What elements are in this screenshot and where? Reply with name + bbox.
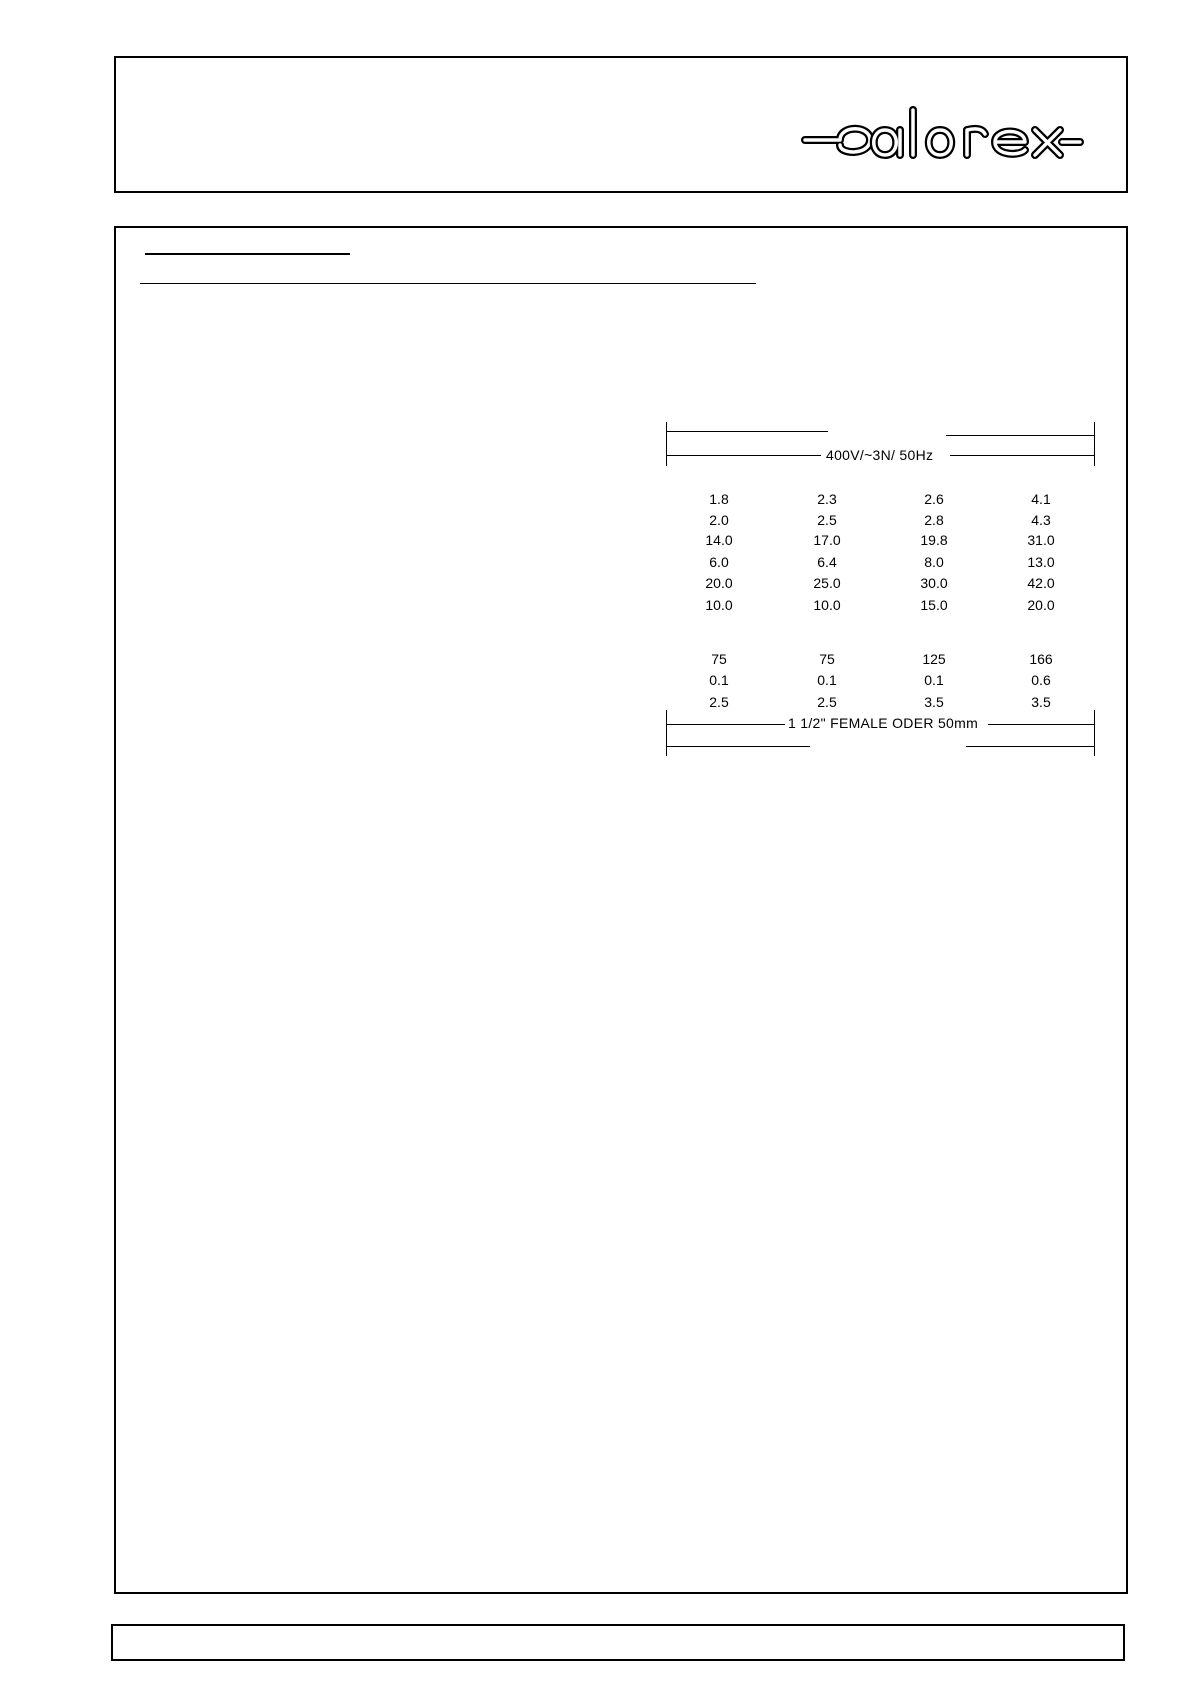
table-cell: 125	[922, 651, 946, 667]
table-cell: 15.0	[920, 597, 948, 613]
table-cell: 4.1	[1031, 491, 1051, 507]
table-rule-bottom-left	[666, 746, 810, 747]
table-rule-bottom-right	[966, 746, 1094, 747]
supply-rule-right	[950, 455, 1094, 456]
table-cell: 20.0	[1027, 597, 1055, 613]
connection-rule-left	[666, 724, 791, 725]
table-cell: 2.5	[817, 512, 837, 528]
table-cell: 6.0	[709, 554, 729, 570]
table-bracket-right-top	[1094, 422, 1095, 466]
supply-rule-left	[666, 455, 821, 456]
footer-box	[111, 1624, 1125, 1661]
table-cell: 8.0	[924, 554, 944, 570]
table-cell: 6.4	[817, 554, 837, 570]
table-cell: 3.5	[1031, 694, 1051, 710]
table-bracket-left-top	[666, 422, 667, 466]
section-rule	[140, 283, 756, 284]
table-cell: 14.0	[705, 532, 733, 548]
table-cell: 4.3	[1031, 512, 1051, 528]
table-cell: 25.0	[813, 575, 841, 591]
table-bracket-left-bottom	[666, 710, 667, 756]
table-cell: 166	[1029, 651, 1053, 667]
table-cell: 17.0	[813, 532, 841, 548]
title-underline	[145, 253, 350, 255]
table-cell: 13.0	[1027, 554, 1055, 570]
table-cell: 19.8	[920, 532, 948, 548]
table-cell: 2.5	[709, 694, 729, 710]
table-cell: 75	[711, 651, 727, 667]
table-cell: 1.8	[709, 491, 729, 507]
table-cell: 10.0	[813, 597, 841, 613]
connection-rule-right	[988, 724, 1094, 725]
table-cell: 2.5	[817, 694, 837, 710]
table-cell: 0.6	[1031, 672, 1051, 688]
table-cell: 2.3	[817, 491, 837, 507]
table-cell: 75	[819, 651, 835, 667]
table-cell: 10.0	[705, 597, 733, 613]
table-cell: 20.0	[705, 575, 733, 591]
supply-voltage-label: 400V/~3N/ 50Hz	[823, 447, 936, 463]
table-cell: 2.0	[709, 512, 729, 528]
table-cell: 0.1	[709, 672, 729, 688]
table-cell: 2.6	[924, 491, 944, 507]
table-rule-top-left	[666, 431, 828, 432]
table-cell: 0.1	[924, 672, 944, 688]
table-cell: 31.0	[1027, 532, 1055, 548]
table-cell: 0.1	[817, 672, 837, 688]
table-cell: 3.5	[924, 694, 944, 710]
table-cell: 2.8	[924, 512, 944, 528]
main-content-box	[114, 226, 1128, 1594]
table-cell: 42.0	[1027, 575, 1055, 591]
calorex-logo	[800, 100, 1085, 170]
connection-size-label: 1 1/2" FEMALE ODER 50mm	[785, 715, 981, 731]
table-bracket-right-bottom	[1094, 710, 1095, 756]
table-cell: 30.0	[920, 575, 948, 591]
table-rule-top-right	[946, 435, 1094, 436]
